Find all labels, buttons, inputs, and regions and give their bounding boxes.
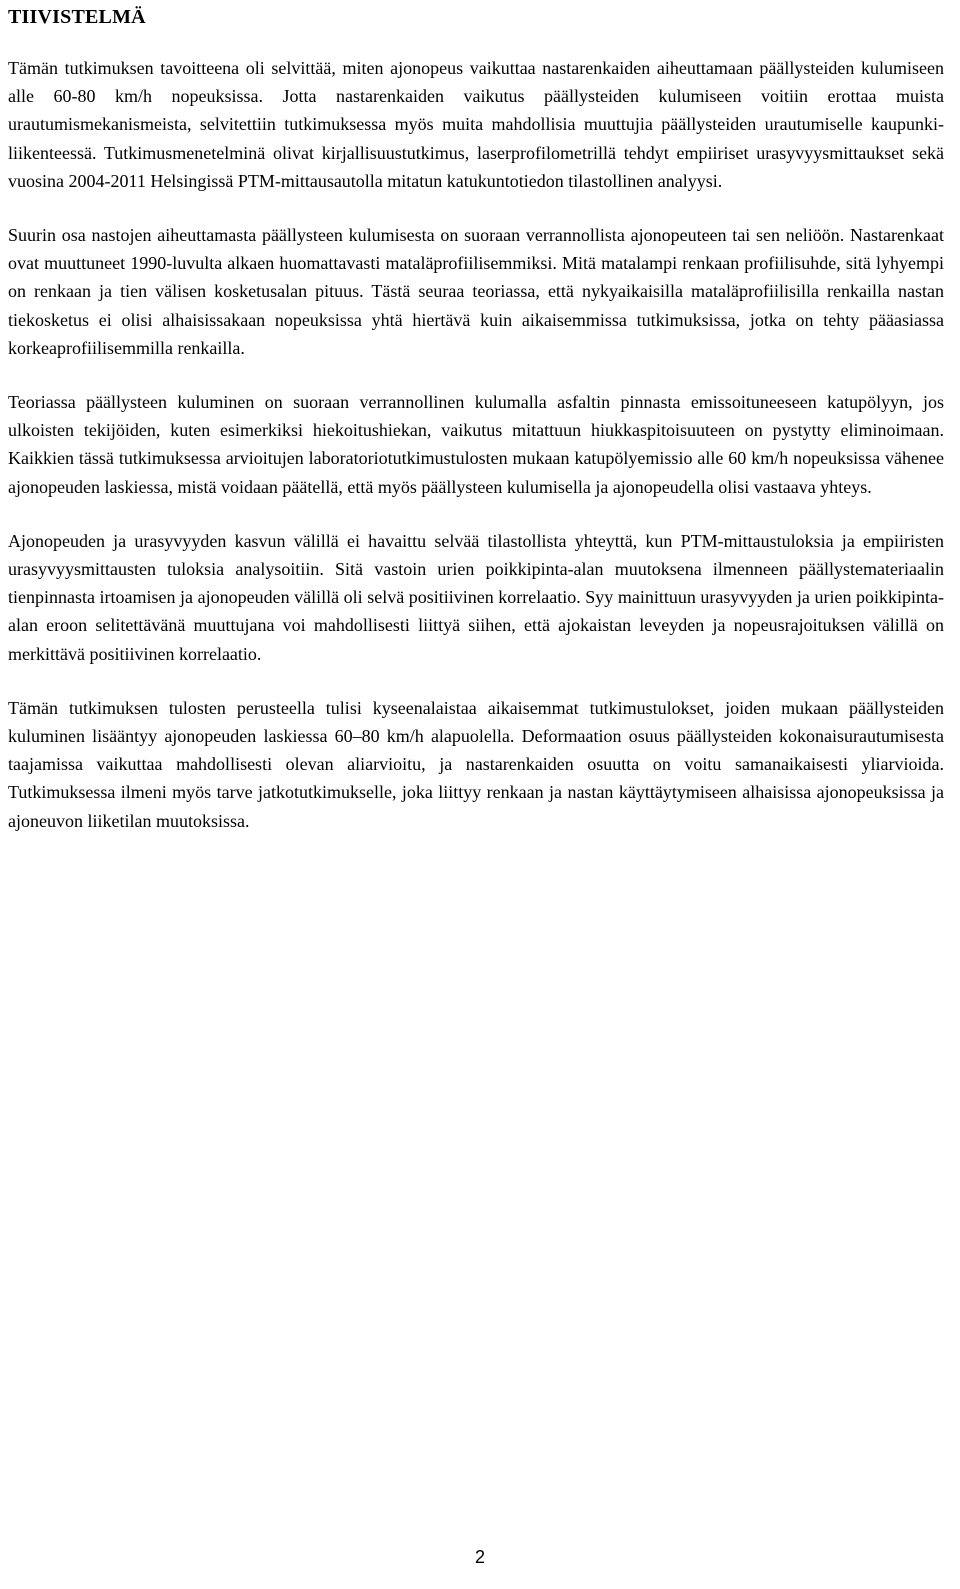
abstract-paragraph-4: Ajonopeuden ja urasyvyyden kasvun välillä ei havaittu selvää tilastollista yhteyttä, kun PTM-mittaustuloksia ja empiiristen urasyvyysmittausten tuloksia analysoitiin. Sitä vastoin urien poikkipinta-alan muutoksena ilmenneen päällystemateriaalin tienpinnasta irtoamisen ja ajonopeuden välillä oli selvä positiivinen korrelaatio. Syy mainittuun urasyvyyden ja urien poikkipinta-alan eroon selitettävänä muuttujana voi mahdollisesti liittyä siihen, että ajokaistan leveyden ja nopeusrajoituksen välillä on merkittävä positiivinen korrelaatio. xyxy=(8,530,944,664)
abstract-paragraph-3: Teoriassa päällysteen kuluminen on suoraan verrannollinen kulumalla asfaltin pinnasta emissoituneeseen katupölyyn, jos ulkoisten tekijöiden, kuten esimerkiksi hiekoitushiekan, vaikutus mitattuun hiukkaspitoisuuteen on pystytty eliminoimaan. Kaikkien tässä tutkimuksessa arvioitujen laboratoriotutkimustulosten mukaan katupölyemissio alle 60 km/h nopeuksissa vähenee ajonopeuden laskiessa, mistä voidaan päätellä, että myös päällysteen kulumisella ja ajonopeudella olisi vastaava yhteys. xyxy=(8,392,944,497)
page-number: 2 xyxy=(474,1547,485,1567)
abstract-paragraph-1: Tämän tutkimuksen tavoitteena oli selvittää, miten ajonopeus vaikuttaa nastarenkaiden aiheuttamaan päällysteiden kulumiseen alle 60-80 km/h nopeuksissa. Jotta nastarenkaiden vaikutus päällysteiden kulumiseen voitiin erottaa muista urautumismekanismeista, selvitettiin tutkimuksessa myös muita mahdollisia muuttujia päällysteiden urautumiselle kaupunki-liikenteessä. Tutkimusmenetelminä olivat kirjallisuustutkimus, laserprofilometrillä tehdyt empiiriset urasyvyysmittaukset sekä vuosina 2004-2011 Helsingissä PTM-mittausautolla mitatun katukuntotiedon tilastollinen analyysi. xyxy=(8,58,944,191)
abstract-paragraph-5: Tämän tutkimuksen tulosten perusteella tulisi kyseenalaistaa aikaisemmat tutkimustulokset, joiden mukaan päällysteiden kuluminen lisääntyy ajonopeuden laskiessa 60–80 km/h alapuolella. Deformaation osuus päällysteiden kokonaisurautumisesta taajamissa vaikuttaa mahdollisesti olevan aliarvioitu, ja nastarenkaiden osuutta on voitu samanaikaisesti yliarvioida. Tutkimuksessa ilmeni myös tarve jatkotutkimukselle, joka liittyy renkaan ja nastan käyttäytymiseen alhaisissa ajonopeuksissa ja ajoneuvon liiketilan muutoksissa. xyxy=(8,697,944,831)
page-title: TIIVISTELMÄ xyxy=(8,6,146,28)
abstract-paragraph-2: Suurin osa nastojen aiheuttamasta päällysteen kulumisesta on suoraan verrannollista ajonopeuteen tai sen neliöön. Nastarenkaat ovat muuttuneet 1990-luvulta alkaen huomattavasti mataläprofiilisemmiksi. Mitä matalampi renkaan profiilisuhde, sitä lyhyempi on renkaan ja tien välisen kosketusalan pituus. Tästä seuraa teoriassa, että nykyaikaisilla mataläprofiilisilla renkailla nastan tiekosketus ei olisi alhaisissakaan nopeuksissa yhtä hiertävä kuin aikaisemmissa tutkimuksissa, jotka on tehty pääasiassa korkeaprofiilisemmilla renkailla. xyxy=(8,225,944,358)
document-page xyxy=(8,0,944,835)
